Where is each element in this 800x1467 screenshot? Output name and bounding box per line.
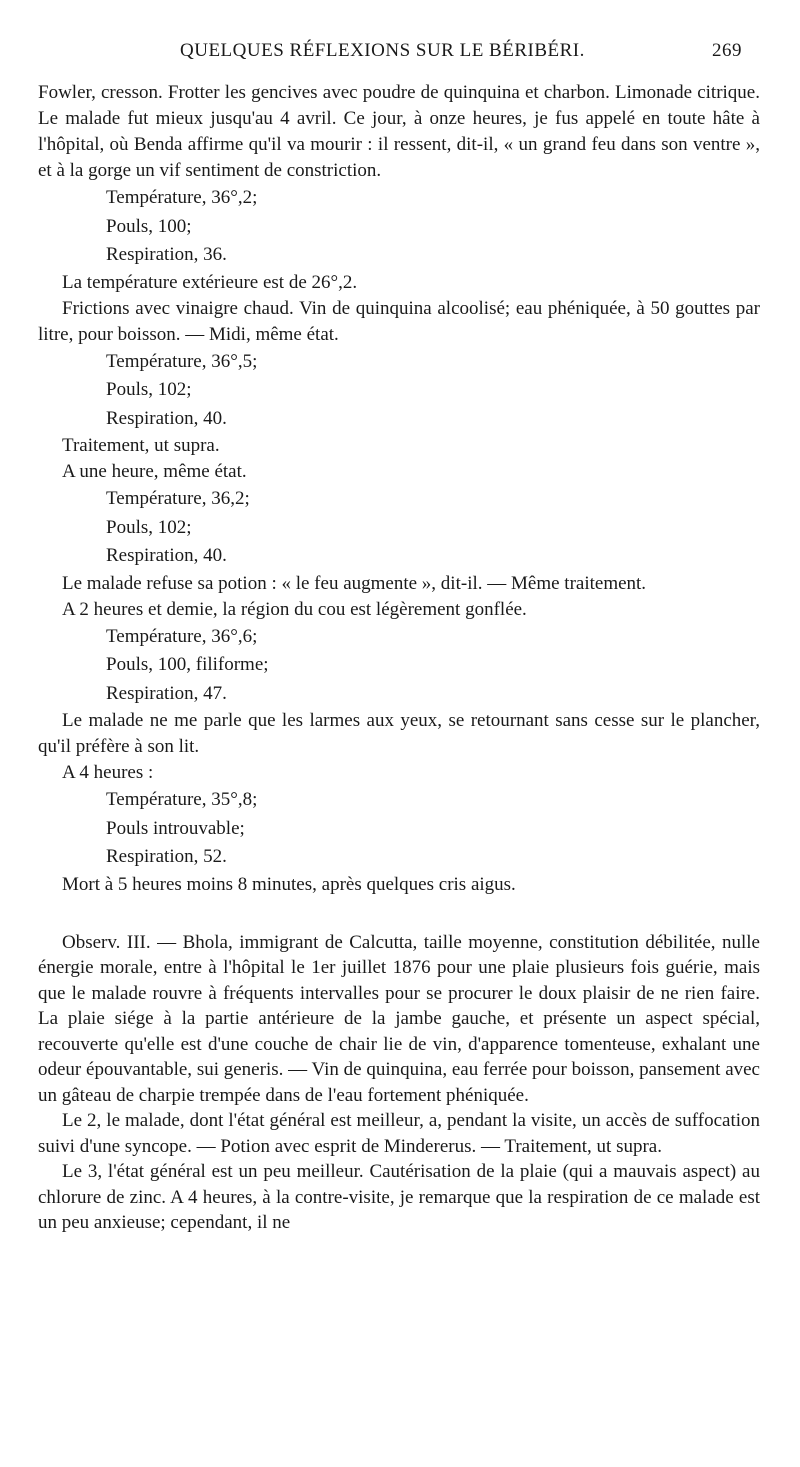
paragraph: Fowler, cresson. Frotter les gencives avec poudre de quinquina et charbon. Limonade citrique. Le malade fut mieux jusqu'au 4 avril. Ce jour, à onze heures, je fus appelé en toute hâte à l'hôpital, où Benda affirme qu'il va mourir : il ressent, dit-il, « un grand feu dans son ventre », et à la gorge un vif sentiment de constriction. (38, 82, 760, 181)
observation-measurement: Respiration, 40. (106, 407, 227, 429)
paragraph: Le malade refuse sa potion : « le feu augmente », dit-il. — Même traitement. (62, 572, 647, 594)
observation-measurement: Respiration, 47. (106, 682, 227, 704)
observation-measurement: Température, 35°,8; (106, 789, 258, 810)
paragraph: Le malade ne me parle que les larmes aux yeux, se retournant sans cesse sur le plancher, qu'il préfère à son lit. (38, 710, 760, 757)
observation-measurement: Température, 36°,6; (106, 625, 258, 647)
paragraph: A 2 heures et demie, la région du cou est légèrement gonflée. (62, 598, 527, 620)
paragraph: A une heure, même état. (62, 461, 247, 482)
observation-measurement: Respiration, 36. (106, 244, 227, 265)
paragraph: Le 3, l'état général est un peu meilleur. Cautérisation de la plaie (qui a mauvais aspect) au chlorure de zinc. A 4 heures, à la contre-visite, je remarque que la respiration de ce malade est un peu anxieuse; cependant, il ne (38, 1161, 760, 1233)
observation-measurement: Température, 36°,2; (106, 187, 258, 208)
paragraph: Observ. III. — Bhola, immigrant de Calcutta, taille moyenne, constitution débilitée, nulle énergie morale, entre à l'hôpital le 1er juillet 1876 pour une plaie plusieurs fois guérie, mais que le malade rouvre à fréquents intervalles pour se procurer le doux plaisir de ne rien faire. La plaie siége à la partie antérieure de la jambe gauche, et présente un aspect spécial, recouverte qu'elle est d'une couche de chair lie de vin, d'apparence tomenteuse, exhalant une odeur épouvantable, sui generis. — Vin de quinquina, eau ferrée pour boisson, pansement avec un gâteau de charpie trempée dans de l'eau fortement phéniquée. (38, 931, 760, 1106)
paragraph: A 4 heures : (62, 762, 154, 783)
observation-measurement: Pouls, 100; (106, 215, 192, 237)
observation-measurement: Pouls, 102; (106, 379, 192, 400)
paragraph: Le 2, le malade, dont l'état général est meilleur, a, pendant la visite, un accès de suffocation suivi d'une syncope. — Potion avec esprit de Mindererus. — Traitement, ut supra. (38, 1110, 760, 1157)
paragraph: Mort à 5 heures moins 8 minutes, après quelques cris aigus. (62, 873, 516, 895)
paragraph: La température extérieure est de 26°,2. (62, 271, 358, 293)
observation-measurement: Pouls, 100, filiforme; (106, 654, 269, 675)
observation-measurement: Température, 36°,5; (106, 350, 258, 372)
observation-measurement: Température, 36,2; (106, 488, 250, 509)
observation-measurement: Pouls introuvable; (106, 817, 245, 839)
running-title: QUELQUES RÉFLEXIONS SUR LE BÉRIBÉRI. (180, 40, 585, 61)
body-text (38, 80, 760, 1236)
running-header (180, 40, 750, 62)
page-number: 269 (712, 40, 742, 61)
observation-measurement: Respiration, 40. (106, 545, 227, 566)
observation-measurement: Respiration, 52. (106, 846, 227, 867)
paragraph: Frictions avec vinaigre chaud. Vin de quinquina alcoolisé; eau phéniquée, à 50 gouttes par litre, pour boisson. — Midi, même état. (38, 297, 760, 345)
paragraph: Traitement, ut supra. (62, 435, 220, 456)
observation-measurement: Pouls, 102; (106, 516, 192, 538)
